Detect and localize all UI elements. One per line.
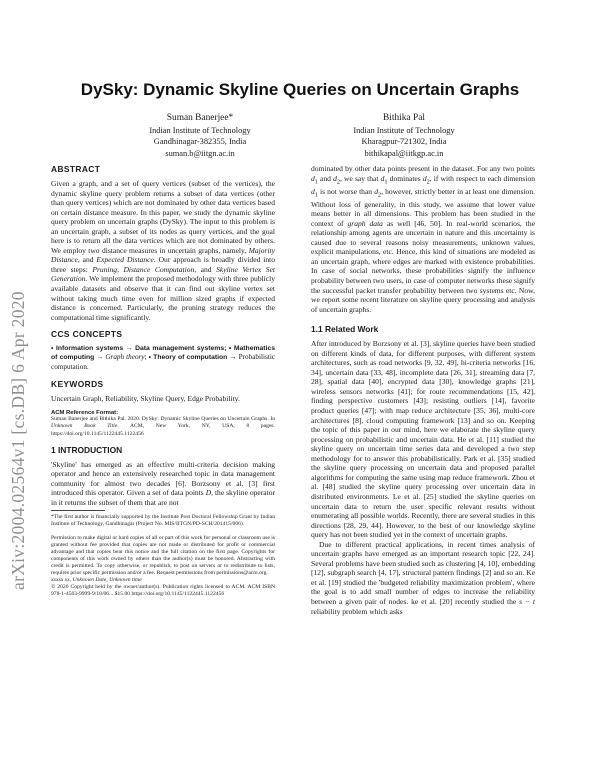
acm-ref-text: Suman Banerjee and Bithika Pal. 2020. DySky: Dynamic Skyline Queries on Uncertain Graphs. In Unknown Book Title. ACM, New York, NY, USA, 8 pages. https://doi.org/10.1145/1122445.1122456 — [51, 416, 276, 437]
author-email[interactable]: bithikapal@iitkgp.ac.in — [364, 148, 444, 158]
ccs-heading: CCS CONCEPTS — [51, 329, 123, 340]
acm-ref-heading: ACM Reference Format: — [51, 410, 119, 417]
left-column — [51, 164, 275, 598]
abstract-text: Given a graph, and a set of query vertices (subset of the vertices), the dynamic skyline query problem returns a subset of data vertices (other than query vertices) which are not dominated by other data vertices based on certain distance measure. In this paper, we study the dynamic skyline query problem on uncertain graphs (DySky). The input to this problem is an uncertain graph, a subset of its nodes as query vertices, and the goal here is to return all the data vertices which are not dominated by others. We employ two distance measures in uncertain graphs, namely, Majority Distance, and Expected Distance. Our approach is broadly divided into three steps: Pruning, Distance Computation, and Skyline Vertex Set Generation. We implement the proposed methodology with three publicly available datasets and observe that it can find out skyline vertex set without taking much time even for million sized graphs if expected distance is concerned. Particularly, the pruning strategy reduces the computational time significantly. — [51, 179, 276, 322]
related-work-heading: 1.1 Related Work — [311, 324, 379, 335]
author-name: Suman Banerjee* — [166, 113, 234, 123]
permission-notice: Permission to make digital or hard copies of all or part of this work for personal or classroom use is granted without fee provided that copies are not made or distributed for profit or commercial advantage and that copies bear this notice and the full citation on the first page. Copyrights for components of this work owned by others than the author(s) must be honored. Abstracting with credit is permitted. To copy otherwise, or republish, to post on servers or to redistribute to lists, requires prior specific permission and/or a fee. Request permissions from permissions@acm.org. — [51, 534, 275, 577]
footnote-rule — [51, 510, 105, 511]
arxiv-stamp-text: arXiv:2004.02564v1 [cs.DB] 6 Apr 2020 — [8, 291, 28, 590]
related-work-p1: After introduced by Borzsony et al. [3], skyline queries have been studied on different kinds of data, for different purposes, with different system architectures, such as road networks [9, 32, 49], hi-criteria networks [16, 34], uncertain data [33, 48], incomplete data [26, 31], streaming data [7, 28], spatial data [40], encrypted data [30], knowledge graphs [21], wireless sensors networks [41]; for route recommendations [15, 42], finding perspective customers [43]; resisting outliers [14], favorite product queries [47]; with map reduce architecture [35, 36], multi-core architectures [8], cloud computing framework [13] and so on. Keeping the topic of this paper in our mind, here we elaborate the skyline query processing on probabilistic and uncertain data. He et al. [11] studied the skyline query on uncertain time series data and developed a two step methodology for to answer this probabilistically. Park et al. [35] studied the skyline query processing on uncertain data and proposed parallel algorithms for computing the same using map reduce framework. Zhou et al. [48] studied the skyline query processing over uncertain data in distributed environments. Le et al. [25] studied the skyline queries on uncertain data to return the user specific relevant results without enumerating all possible worlds. Recently, there are several studies in this directions [28, 29, 44]. However, to the best of our knowledge skyline query has not been studied yet in the context of uncertain graphs. — [311, 339, 535, 540]
arxiv-stamp — [4, 120, 30, 590]
abstract-heading: ABSTRACT — [51, 164, 101, 174]
right-column — [311, 164, 535, 616]
related-work-p2: Due to different practical applications, in recent times analysis of uncertain graphs have emerged as an important research topic [22, 24]. Several problems have been studied such as clustering [4, 10], embedding [12], subgraph search [4, 17], structural pattern findings [2] and so an. Ke et al. [19] studied the 'budgeted reliability maximization problem', where the goal is to add small number of edges to increase the reliability between a given pair of nodes. ke et al. [20] recently studied the s − t reliability problem which asks — [311, 539, 535, 616]
author-location: Gandhinagar-382355, India — [153, 137, 247, 147]
author-location: Kharagpur-721302, India — [361, 137, 447, 147]
author-block-1 — [100, 113, 300, 159]
author-affiliation: Indian Institute of Technology — [353, 125, 455, 135]
intro-heading: 1 INTRODUCTION — [51, 444, 123, 455]
keywords-heading: KEYWORDS — [51, 378, 104, 389]
author-affiliation: Indian Institute of Technology — [149, 125, 251, 135]
author-email[interactable]: suman.b@iitgn.ac.in — [165, 148, 235, 158]
intro-continued: dominated by other data points present in the dataset. For any two points $d_1$ and $d_2$, we say that $d_1$ dominates $d_2$, if with respect to each dimension $d_1$ is not worse than $d_2$, however, strictly better in at least one dimension. Without loss of generality, in this study, we assume that lower value means better in all dimensions. This problem has been studied in the context of graph data as well [46, 50]. In real-world scenarios, the relationship among agents are uncertain in nature and this uncertainty is caused due to several reasons noisy measurements, unknown values, explicit manipulations, etc. Hence, this kind of situations are modeled as an uncertain graph, where edges are marked with existence probabilities. In case of social networks, these probabilities signify the influence probability between two users, in case of computer networks these signify the successful packet transfer probability between two systems etc. Now, we report some recent literature on skyline query processing and analysis of uncertain graphs. — [311, 164, 535, 314]
author-name: Bithika Pal — [383, 113, 425, 123]
footnote: *The first author is financially supported by the Institute Post Doctoral Fellowship Grant by Indian Institute of Technology, Gandhinagar (Project No. MIS/IITGN/PD-SCH/201415/006). — [51, 514, 275, 528]
intro-text: 'Skyline' has emerged as an effective multi-criteria decision making operator and hence an extensively researched topic in data management community for almost two decades [6]. Borzsony et al. [3] first introduced this operator. Given a set of data points D, the skyline operator in it returns the subset of them that are not — [51, 459, 275, 507]
author-block-2 — [304, 113, 504, 159]
ccs-text: • Information systems → Data management systems; • Mathematics of computing → Graph theory; • Theory of computation → Probabilistic computation. — [51, 345, 276, 371]
copyright-notice: © 2020 Copyright held by the owner/author(s). Publication rights licensed to ACM. ACM ISBN 978-1-4503-9999-9/18/06... $15.00 https://doi.org/10.1145/1122445.1122456 — [51, 584, 275, 598]
conference-line: xxxxx xx, Unknown Date, Unknown time — [51, 577, 142, 584]
keywords-text: Uncertain Graph, Reliability, Skyline Query, Edge Probability. — [51, 393, 240, 403]
paper-title: DySky: Dynamic Skyline Queries on Uncertain Graphs — [80, 80, 520, 99]
